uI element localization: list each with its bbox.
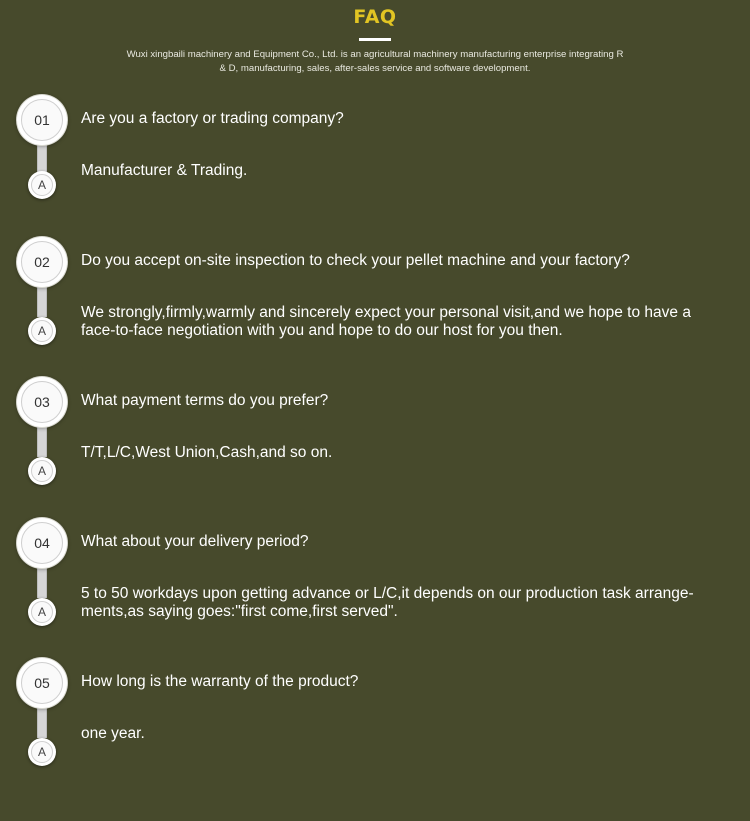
faq-question: How long is the warranty of the product? (81, 673, 359, 690)
faq-item-03 (0, 377, 750, 517)
question-number-badge (17, 237, 67, 287)
company-description-line-1: Wuxi xingbaili machinery and Equipment Co., Ltd. is an agricultural machinery manufacturing enterprise integrating R (126, 49, 624, 60)
faq-answer: one year. (81, 725, 145, 742)
faq-answer: T/T,L/C,West Union,Cash,and so on. (81, 444, 333, 461)
timeline-connector (37, 425, 47, 457)
faq-answer-line-1: We strongly,firmly,warmly and sincerely expect your personal visit,and we hope to have a (81, 304, 691, 321)
answer-badge (28, 598, 56, 626)
faq-question: What about your delivery period? (81, 533, 309, 550)
question-number-badge (17, 518, 67, 568)
faq-answer-line-1: 5 to 50 workdays upon getting advance or L/C,it depends on our production task arrange- (81, 585, 694, 602)
question-number: 02 (21, 241, 63, 283)
faq-question: Are you a factory or trading company? (81, 110, 344, 127)
page-title: FAQ (353, 6, 397, 28)
answer-marker: A (31, 741, 53, 763)
faq-question: Do you accept on-site inspection to check your pellet machine and your factory? (81, 252, 630, 269)
answer-marker: A (31, 174, 53, 196)
answer-badge (28, 457, 56, 485)
answer-badge (28, 738, 56, 766)
company-description-line-2: & D, manufacturing, sales, after-sales service and software development. (219, 63, 531, 74)
faq-item-02 (0, 237, 750, 377)
answer-badge (28, 317, 56, 345)
question-number: 05 (21, 662, 63, 704)
faq-item-05 (0, 658, 750, 798)
faq-answer-line-2: face-to-face negotiation with you and hope to do our host for you then. (81, 322, 563, 339)
faq-answer-line-2: ments,as saying goes:"first come,first served". (81, 603, 398, 620)
timeline-connector (37, 285, 47, 317)
faq-item-01 (0, 95, 750, 235)
question-number: 01 (21, 99, 63, 141)
answer-marker: A (31, 601, 53, 623)
faq-answer (81, 585, 726, 621)
faq-answer (81, 304, 726, 340)
faq-item-04 (0, 518, 750, 658)
timeline-connector (37, 706, 47, 738)
title-underline (359, 38, 391, 41)
question-number: 04 (21, 522, 63, 564)
question-number-badge (17, 95, 67, 145)
question-number-badge (17, 658, 67, 708)
company-description (110, 48, 640, 76)
answer-marker: A (31, 460, 53, 482)
timeline-connector (37, 566, 47, 598)
question-number: 03 (21, 381, 63, 423)
faq-answer: Manufacturer & Trading. (81, 162, 248, 179)
faq-question: What payment terms do you prefer? (81, 392, 329, 409)
answer-marker: A (31, 320, 53, 342)
question-number-badge (17, 377, 67, 427)
answer-badge (28, 171, 56, 199)
